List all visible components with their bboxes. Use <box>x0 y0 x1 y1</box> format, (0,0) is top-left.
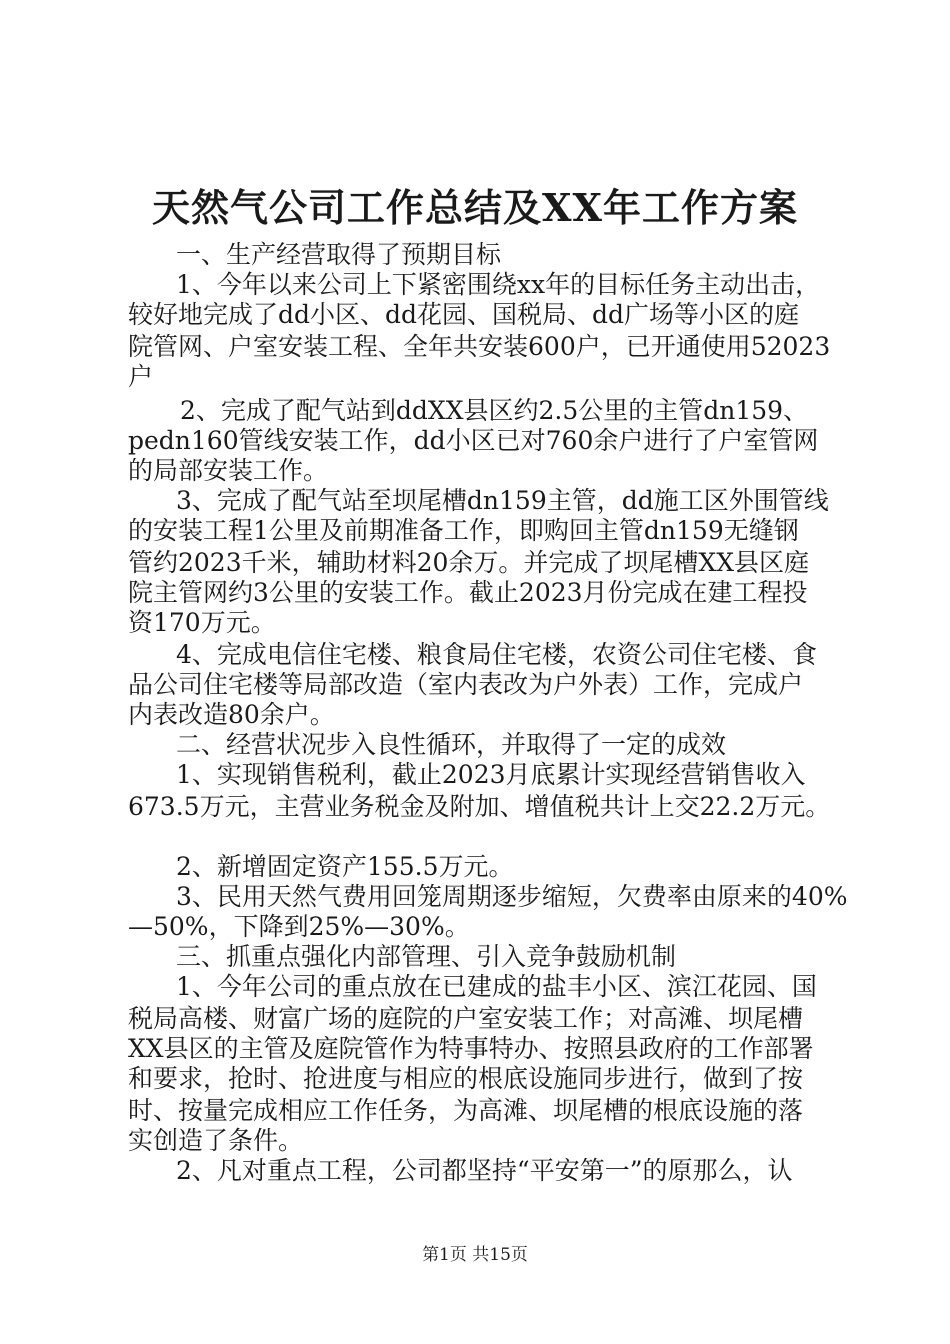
paragraph-line: 的局部安装工作。 <box>128 456 329 485</box>
document-title: 天然气公司工作总结及XX年工作方案 <box>152 185 798 230</box>
paragraph-line: 的安装工程1公里及前期准备工作，即购回主管dn159无缝钢 <box>128 516 799 545</box>
paragraph-line: 673.5万元，主营业务税金及附加、增值税共计上交22.2万元。 <box>128 792 831 821</box>
section-heading-3: 三、抓重点强化内部管理、引入竞争鼓励机制 <box>176 942 677 971</box>
section-heading-1: 一、生产经营取得了预期目标 <box>176 240 502 269</box>
paragraph-line: 品公司住宅楼等局部改造（室内表改为户外表）工作，完成户 <box>128 670 804 699</box>
paragraph-line: 3、民用天然气费用回笼周期逐步缩短，欠费率由原来的40% <box>176 882 848 911</box>
page-number-footer: 第1页 共15页 <box>422 1245 528 1265</box>
paragraph-line: 2、新增固定资产155.5万元。 <box>176 852 514 881</box>
paragraph-line: 户 <box>128 362 154 391</box>
paragraph-line: 管约2023千米，辅助材料20余万。并完成了坝尾槽XX县区庭 <box>128 548 810 577</box>
paragraph-line: 和要求，抢时、抢进度与相应的根底设施同步进行，做到了按 <box>128 1064 804 1093</box>
paragraph-line: 4、完成电信住宅楼、粮食局住宅楼，农资公司住宅楼、食 <box>176 640 817 669</box>
paragraph-line: 资170万元。 <box>128 608 276 637</box>
paragraph-line: 内表改造80余户。 <box>128 700 335 729</box>
paragraph-line: 实创造了条件。 <box>128 1126 304 1155</box>
paragraph-line: 时、按量完成相应工作任务，为高滩、坝尾槽的根底设施的落 <box>128 1096 804 1125</box>
paragraph-line: 1、今年以来公司上下紧密围绕xx年的目标任务主动出击， <box>176 270 821 299</box>
paragraph-line: 2、完成了配气站到ddXX县区约2.5公里的主管dn159、 <box>180 396 809 425</box>
paragraph-line: 较好地完成了dd小区、dd花园、国税局、dd广场等小区的庭 <box>128 300 800 329</box>
paragraph-line: —50%，下降到25%—30%。 <box>128 912 470 941</box>
paragraph-line: 税局高楼、财富广场的庭院的户室安装工作；对高滩、坝尾槽 <box>128 1004 804 1033</box>
section-heading-2: 二、经营状况步入良性循环，并取得了一定的成效 <box>176 730 727 759</box>
paragraph-line: 3、完成了配气站至坝尾槽dn159主管，dd施工区外围管线 <box>176 486 829 515</box>
paragraph-line: XX县区的主管及庭院管作为特事特办、按照县政府的工作部署 <box>128 1034 814 1063</box>
paragraph-line: 2、凡对重点工程，公司都坚持“平安第一”的原那么，认 <box>176 1156 793 1185</box>
paragraph-line: 1、今年公司的重点放在已建成的盐丰小区、滨江花园、国 <box>176 972 817 1001</box>
paragraph-line: 院管网、户室安装工程、全年共安装600户，已开通使用52023 <box>128 332 831 361</box>
paragraph-line: 院主管网约3公里的安装工作。截止2023月份完成在建工程投 <box>128 578 808 607</box>
paragraph-line: 1、实现销售税利，截止2023月底累计实现经营销售收入 <box>176 760 806 789</box>
paragraph-line: pedn160管线安装工作，dd小区已对760余户进行了户室管网 <box>128 426 819 455</box>
